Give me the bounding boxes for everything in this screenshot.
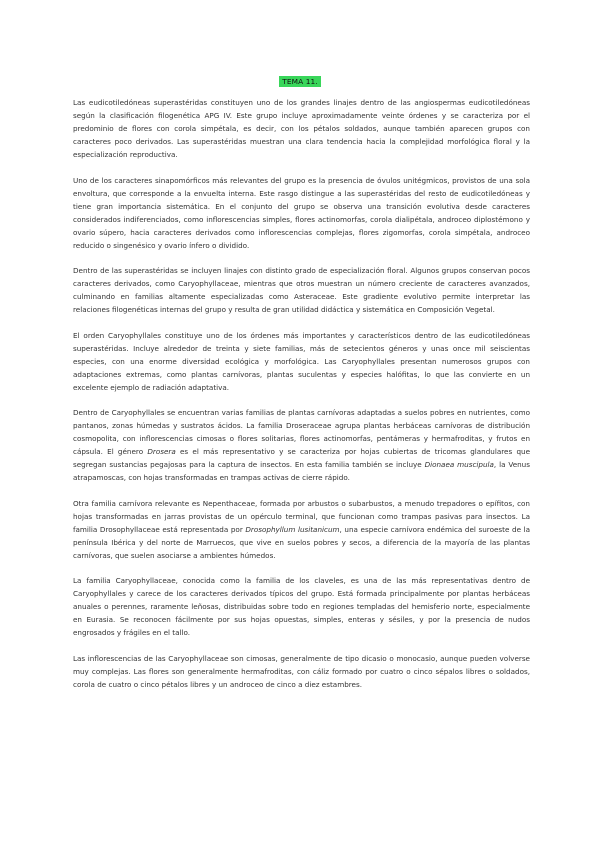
paragraph	[73, 406, 530, 484]
title-container	[0, 71, 600, 89]
paragraph-text: Dentro de las superastéridas se incluyen linajes con distinto grado de especialización floral. Algunos grupos conservan pocos caracteres derivados, como Caryophyllaceae, mientras que otros muestran un número creciente de caracteres avanzados, culminando en familias altamente especializadas como Asteraceae. Este gradiente evolutivo permite interpretar las relaciones filogenéticas internas del grupo y resulta de gran utilidad didáctica y sistemática en Composición Vegetal.	[73, 266, 530, 314]
paragraph-text: Las inflorescencias de las Caryophyllaceae son cimosas, generalmente de tipo dicasio o monocasio, aunque pueden volverse muy complejas. Las flores son generalmente hermafroditas, con cáliz formado por cuatro o cinco sépalos libres o soldados, corola de cuatro o cinco pétalos libres y un androceo de cinco a diez estambres.	[73, 653, 530, 689]
paragraph	[73, 174, 530, 252]
paragraph-text: Dentro de Caryophyllales se encuentran varias familias de plantas carnívoras adaptadas a suelos pobres en nutrientes, como pantanos, zonas húmedas y sustratos ácidos. La familia Droseraceae agrupa plantas herbáceas carnívoras de distribución cosmopolita, con inflorescencias cimosas o flores solitarias, flores actinomorfas, pentámeras y hermafroditas, y frutos en cápsula. El género	[73, 408, 530, 456]
paragraph-text: , una especie carnívora endémica del suroeste de la península Ibérica y del norte de Marruecos, que vive en suelos pobres y secos, a diferencia de la mayoría de las plantas carnívoras, que suelen asociarse a ambientes húmedos.	[73, 524, 530, 560]
page-title: TEMA 11.	[279, 76, 321, 87]
paragraph-text: Otra familia carnívora relevante es Nepenthaceae, formada por arbustos o subarbustos, a menudo trepadores o epífitos, con hojas transformadas en jarras provistas de un opérculo terminal, que funcionan como trampas pasivas para insectos. La familia Drosophyllaceae está representada por	[73, 498, 530, 534]
paragraph-text: Uno de los caracteres sinapomórficos más relevantes del grupo es la presencia de óvulos unitégmicos, provistos de una sola envoltura, que corresponde a la envuelta interna. Este rasgo distingue a las superastéridas del resto de eudicotiledóneas y tiene gran importancia sistemática. En el conjunto del grupo se observa una transición evolutiva desde caracteres considerados indiferenciados, como inflorescencias simples, flores actinomorfas, corola dialipétala, androceo diplostémono y ovario súpero, hacia caracteres derivados como inflorescencias complejas, flores zigomorfas, corola simpétala, androceo reducido o singenésico y ovario ínfero o dividido.	[73, 175, 530, 250]
italic-species-name: Drosera	[147, 447, 176, 456]
paragraph-text: , la Venus atrapamoscas, con hojas transformadas en trampas activas de cierre rápido.	[73, 460, 530, 482]
paragraph	[73, 329, 530, 394]
paragraph	[73, 574, 530, 639]
paragraph-text: La familia Caryophyllaceae, conocida como la familia de los claveles, es una de las más representativas dentro de Caryophyllales y carece de los caracteres derivados típicos del grupo. Está formada principalmente por plantas herbáceas anuales o perennes, raramente leñosas, distribuidas sobre todo en regiones templadas del hemisferio norte, especialmente en Eurasia. Se reconocen fácilmente por sus hojas opuestas, simples, enteras y sésiles, y por la presencia de nudos engrosados y frágiles en el tallo.	[73, 576, 530, 637]
paragraph	[73, 652, 530, 691]
paragraph-text: El orden Caryophyllales constituye uno de los órdenes más importantes y característicos dentro de las eudicotiledóneas superastéridas. Incluye alrededor de treinta y siete familias, más de setecientos géneros y unas once mil seiscientas especies, con una enorme diversidad ecológica y morfológica. Las Caryophyllales presentan numerosos grupos con adaptaciones extremas, como plantas carnívoras, plantas suculentas y especies halófitas, lo que las convierte en un excelente ejemplo de radiación adaptativa.	[73, 330, 530, 392]
paragraph-text: es el más representativo y se caracteriza por hojas cubiertas de tricomas glandulares que segregan sustancias pegajosas para la captura de insectos. En esta familia también se incluye	[73, 447, 531, 469]
paragraph-text: Las eudicotiledóneas superastéridas constituyen uno de los grandes linajes dentro de las angiospermas eudicotiledóneas según la clasificación filogenética APG IV. Este grupo incluye aproximadamente veinte órdenes y se caracteriza por el predominio de flores con corola simpétala, es decir, con los pétalos soldados, aunque también aparecen grupos con caracteres poco derivados. Las superastéridas muestran una clara tendencia hacia la complejidad morfológica floral y la especialización reproductiva.	[73, 98, 530, 159]
paragraph	[73, 264, 530, 316]
italic-species-name: Dionaea muscipula	[424, 460, 494, 469]
paragraph	[73, 497, 530, 562]
paragraph	[73, 96, 530, 161]
document-body	[73, 96, 530, 691]
italic-species-name: Drosophyllum lusitanicum	[245, 524, 340, 534]
